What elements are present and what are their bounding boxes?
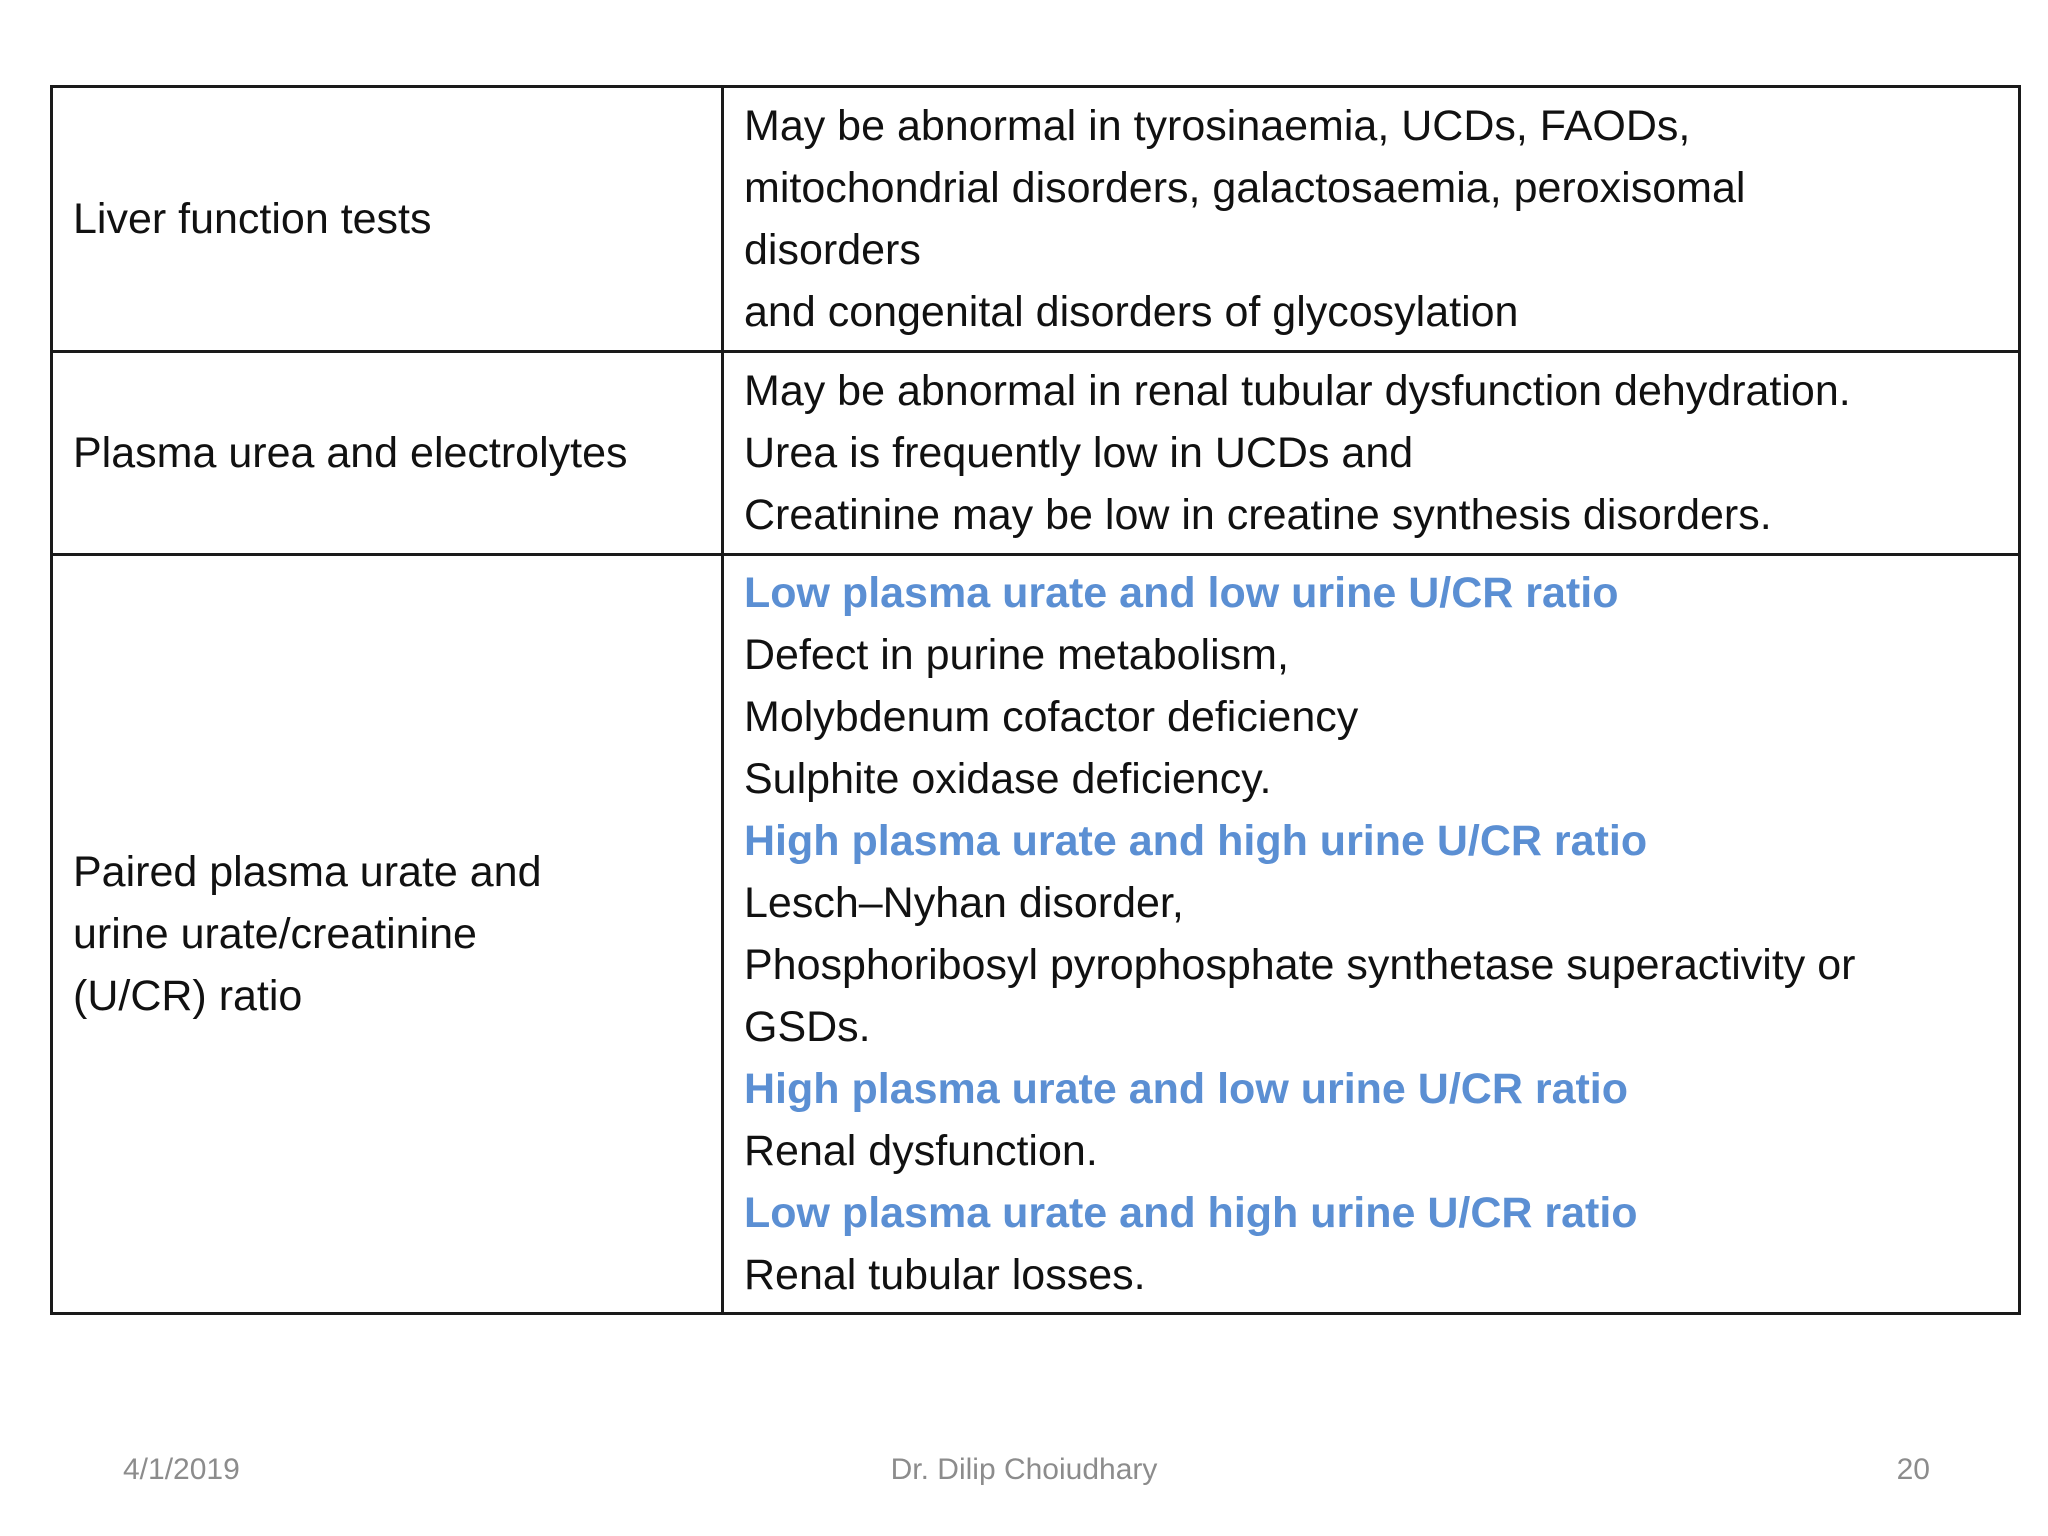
- test-name-line: Paired plasma urate and: [73, 848, 542, 896]
- interpretation-line: May be abnormal in renal tubular dysfunction dehydration.: [744, 367, 1851, 415]
- interpretation-line: Urea is frequently low in UCDs and: [744, 429, 1414, 477]
- interpretation-line: mitochondrial disorders, galactosaemia, peroxisomal: [744, 164, 1746, 212]
- interpretation-cell: [723, 87, 2020, 352]
- test-name-cell: [52, 555, 723, 1314]
- page-number: 20: [1896, 1453, 1930, 1486]
- test-name-line: Plasma urea and electrolytes: [73, 429, 628, 477]
- interpretation-line: Defect in purine metabolism,: [744, 631, 1289, 679]
- interpretation-line: Renal tubular losses.: [744, 1251, 1146, 1299]
- table-row: [52, 87, 2020, 352]
- test-name-line: Liver function tests: [73, 195, 432, 243]
- interpretation-line: Molybdenum cofactor deficiency: [744, 693, 1359, 741]
- interpretation-line: and congenital disorders of glycosylation: [744, 288, 1519, 336]
- table-row: [52, 352, 2020, 555]
- interpretation-line: Sulphite oxidase deficiency.: [744, 755, 1272, 803]
- finding-heading: Low plasma urate and high urine U/CR ratio: [744, 1189, 1638, 1237]
- test-name-line: (U/CR) ratio: [73, 972, 303, 1020]
- table-row: [52, 555, 2020, 1314]
- interpretation-line: Creatinine may be low in creatine synthesis disorders.: [744, 491, 1772, 539]
- interpretation-cell: [723, 352, 2020, 555]
- finding-heading: High plasma urate and low urine U/CR ratio: [744, 1065, 1629, 1113]
- footer-date: 4/1/2019: [123, 1453, 240, 1486]
- finding-heading: Low plasma urate and low urine U/CR ratio: [744, 569, 1619, 617]
- interpretation-line: Phosphoribosyl pyrophosphate synthetase superactivity or: [744, 941, 1856, 989]
- interpretation-line: disorders: [744, 226, 921, 274]
- interpretation-cell: [723, 555, 2020, 1314]
- interpretation-line: May be abnormal in tyrosinaemia, UCDs, FAODs,: [744, 102, 1691, 150]
- test-name-cell: [52, 87, 723, 352]
- investigations-table: [50, 85, 2021, 1315]
- test-name-line: urine urate/creatinine: [73, 910, 477, 958]
- footer-author: Dr. Dilip Choiudhary: [890, 1453, 1158, 1486]
- interpretation-line: Renal dysfunction.: [744, 1127, 1098, 1175]
- finding-heading: High plasma urate and high urine U/CR ratio: [744, 817, 1648, 865]
- test-name-cell: [52, 352, 723, 555]
- interpretation-line: Lesch–Nyhan disorder,: [744, 879, 1184, 927]
- interpretation-line: GSDs.: [744, 1003, 871, 1051]
